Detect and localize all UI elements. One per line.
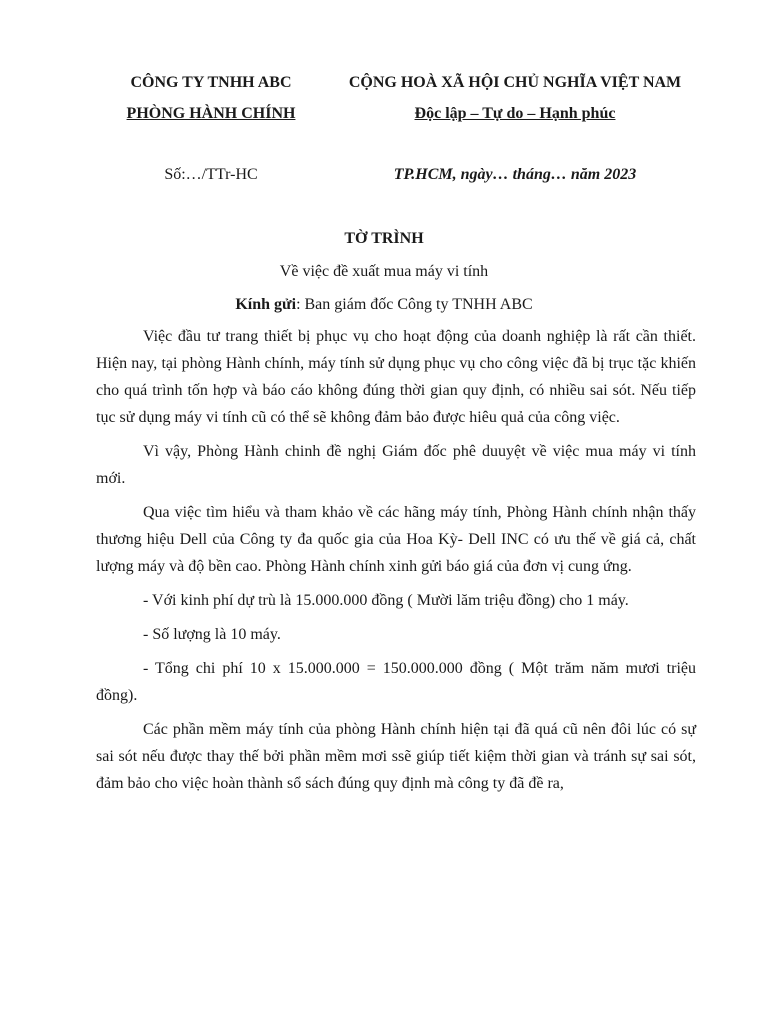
recipient-label: Kính gửi <box>235 296 297 313</box>
body-paragraph: - Với kinh phí dự trù là 15.000.000 đồng ( Mười lăm triệu đồng) cho 1 máy. <box>143 592 629 609</box>
body-paragraph: Vì vậy, Phòng Hành chinh đề nghị Giám đốc phê duuyệt về việc mua máy vi tính mới. <box>96 443 696 487</box>
document-meta <box>0 166 768 190</box>
national-motto: Độc lập – Tự do – Hạnh phúc <box>414 105 616 122</box>
place-date: TP.HCM, ngày… tháng… năm 2023 <box>393 166 637 183</box>
body-paragraph: Qua việc tìm hiểu và tham khảo về các hãng máy tính, Phòng Hành chính nhận thấy thương hiệu Dell của Công ty đa quốc gia của Hoa Kỳ- Dell INC có ưu thế về giá cả, chất lượng máy và độ bền cao. Phòng Hành chính xinh gửi báo giá của đơn vị cung ứng. <box>96 504 696 575</box>
body-paragraph: Các phần mềm máy tính của phòng Hành chính hiện tại đã quá cũ nên đôi lúc có sự sai sót nếu được thay thế bởi phần mềm mơi ssẽ giúp tiết kiệm thời gian và tránh sự sai sót, đảm bảo cho việc hoàn thành sổ sách đúng quy định mà công ty đã đề ra, <box>96 721 696 792</box>
nation-title: CỘNG HOÀ XÃ HỘI CHỦ NGHĨA VIỆT NAM <box>348 74 682 91</box>
document-subtitle: Về việc đề xuất mua máy vi tính <box>279 263 489 280</box>
document-number: Số:…/TTr-HC <box>164 166 258 183</box>
body-paragraph: - Tổng chi phí 10 x 15.000.000 = 150.000.000 đồng ( Một trăm năm mươi triệu đồng). <box>96 660 696 704</box>
recipient-value: : Ban giám đốc Công ty TNHH ABC <box>296 296 533 313</box>
company-name: CÔNG TY TNHH ABC <box>130 74 292 91</box>
body-paragraph: - Số lượng là 10 máy. <box>143 626 281 643</box>
recipient-line <box>96 296 672 314</box>
department-name: PHÒNG HÀNH CHÍNH <box>126 105 296 122</box>
body-paragraph: Việc đầu tư trang thiết bị phục vụ cho hoạt động của doanh nghiệp là rất cần thiết. Hiện nay, tại phòng Hành chính, máy tính sử dụng phục vụ cho công việc đã bị trục tặc khiến cho quá trình tốn hợp và báo cáo không đúng thời gian quy định, có nhiều sai sót. Nếu tiếp tục sử dụng máy vi tính cũ có thể sẽ không đảm bảo được hiêu quả của công việc. <box>96 328 696 426</box>
document-title: TỜ TRÌNH <box>344 230 424 247</box>
document-header <box>0 70 768 130</box>
document-body <box>96 323 696 804</box>
